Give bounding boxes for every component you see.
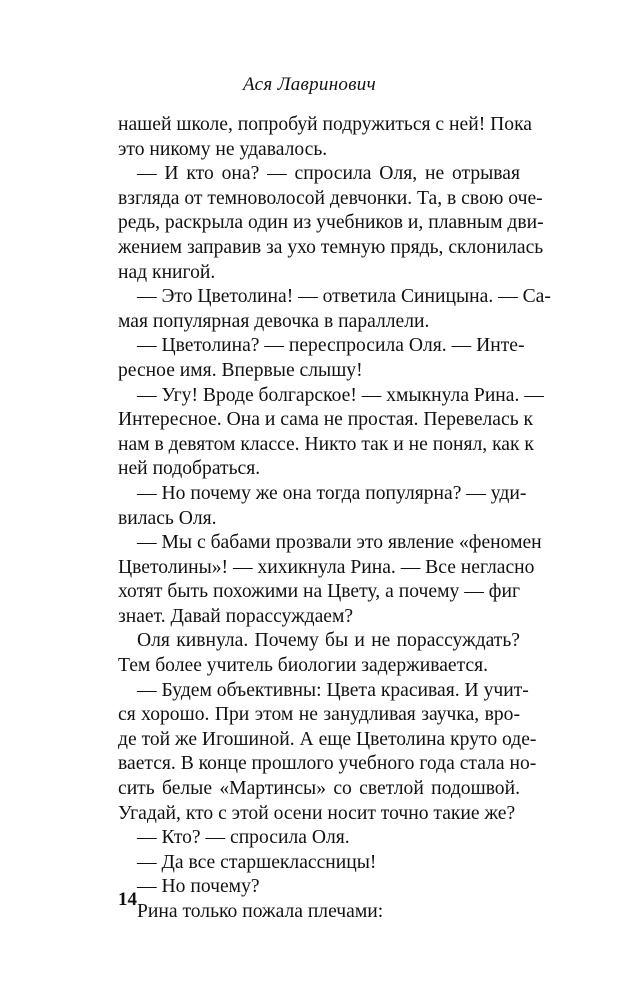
text-line: нам в девятом классе. Никто так и не понял, как к — [118, 433, 534, 455]
text-line: Оля кивнула. Почему бы и не порассуждать? — [137, 630, 520, 652]
running-head-author: Ася Лавринович — [243, 74, 376, 95]
text-line: Цветолины»! — хихикнула Рина. — Все негласно — [118, 556, 535, 578]
text-line: — Да все старшеклассницы! — [137, 851, 377, 873]
text-line: — Это Цветолина! — ответила Синицына. — Са- — [137, 286, 551, 308]
text-line: хотят быть похожими на Цвету, а почему — фиг — [118, 581, 520, 603]
body-text — [118, 113, 551, 925]
text-line: Угадай, кто с этой осени носит точно такие же? — [118, 802, 516, 824]
text-line: — Но почему? — [137, 876, 260, 898]
text-line: де той же Игошиной. А еще Цветолина круто оде- — [118, 728, 537, 750]
text-line: Интересное. Она и сама не простая. Перевелась к — [118, 409, 534, 431]
text-line: вилась Оля. — [118, 507, 217, 529]
text-line: ресное имя. Впервые слышу! — [118, 359, 363, 381]
text-line: Рина только пожала плечами: — [137, 901, 384, 922]
text-line: Тем более учитель биологии задерживается. — [118, 655, 488, 677]
text-line: — Будем объективны: Цвета красивая. И учит- — [137, 679, 529, 701]
text-line: ся хорошо. При этом не занудливая заучка, вро- — [118, 704, 520, 726]
text-line: мая популярная девочка в параллели. — [118, 310, 430, 332]
text-line: вается. В конце прошлого учебного года стала но- — [118, 753, 537, 775]
text-line: — Но почему же она тогда популярна? — уди- — [137, 482, 527, 504]
text-line: над книгой. — [118, 261, 216, 283]
text-line: — Кто? — спросила Оля. — [137, 827, 350, 849]
text-line: взгляда от темноволосой девчонки. Та, в свою оче- — [118, 187, 543, 209]
text-line: это никому не удавалось. — [118, 138, 328, 160]
text-line: — Цветолина? — переспросила Оля. — Инте- — [137, 335, 525, 357]
text-line: — Мы с бабами прозвали это явление «феномен — [137, 532, 542, 554]
text-line: ней подобраться. — [118, 458, 261, 480]
text-line: жением заправив за ухо темную прядь, склонилась — [118, 236, 544, 258]
text-line: нашей школе, попробуй подружиться с ней! Пока — [118, 114, 532, 135]
text-line: редь, раскрыла один из учебников и, плавным дви- — [118, 212, 544, 234]
page-number: 14 — [118, 889, 137, 910]
text-line: — И кто она? — спросила Оля, не отрывая — [137, 163, 520, 185]
text-line: сить белые «Мартинсы» со светлой подошвой. — [118, 778, 520, 800]
text-line: — Угу! Вроде болгарское! — хмыкнула Рина. — — [137, 384, 544, 406]
text-line: знает. Давай порассуждаем? — [118, 605, 354, 627]
